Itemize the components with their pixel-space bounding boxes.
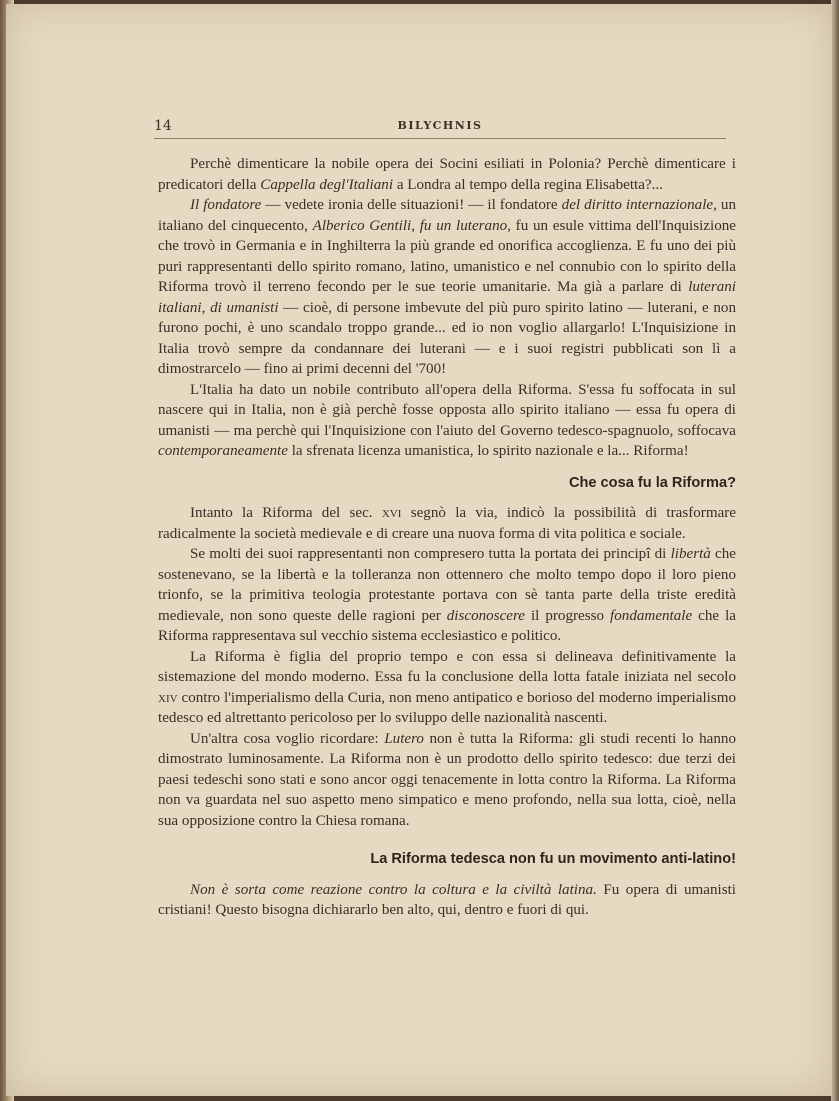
italic-run: Lutero — [384, 730, 424, 747]
section-heading-1: Che cosa fu la Riforma? — [568, 474, 736, 491]
text-run: non è tutta la Riforma: gli studi recenti lo hanno dimostrato luminosamente. La Riforma non è un prodotto dello spirito tedesco: due terzi dei paesi tedeschi sono stati e sono ancor oggi tenacemente in lotta contro la Riforma. La Riforma non va guardata nel suo aspetto meno simpatico e meno profondo, nella sua lotta, cioè, nella sua opposizione contro la Chiesa romana. — [158, 730, 737, 829]
text-run: — cioè, di persone imbevute del più puro spirito latino — luterani, e non furono pochi, è uno scandalo troppo grande... ed io non voglio allargarlo! L'Inquisizione in Italia trovò sempre da condannare dei luterani — e i suoi registri pubblicati son lì a dimostrarcelo — fino ai primi decenni del '700! — [158, 299, 736, 377]
text-run: Fu opera di umanisti cristiani! Questo bisogna dichiararlo ben alto, qui, dentro e fuori di qui. — [158, 881, 736, 918]
text-run: Se molti dei suoi rappresentanti non compresero tutta la portata dei principî di — [190, 546, 671, 562]
article-body — [158, 154, 736, 921]
page-number: 14 — [154, 118, 172, 134]
text-run: contro l'imperialismo della Curia, non meno antipatico e borioso del moderno imperialismo tedesco ed altrettanto pericoloso per lo sviluppo delle nazionalità nascenti. — [158, 689, 736, 726]
text-run: a Londra al tempo della regina Elisabetta?... — [393, 176, 663, 193]
paragraph-3 — [158, 380, 736, 462]
text-run: La Riforma è figlia del proprio tempo e con essa si delineava definitivamente la sistemazione del mondo moderno. Essa fu la conclusione della lotta fatale iniziata nel secolo — [158, 648, 736, 685]
text-run: Intanto la Riforma del sec. — [190, 505, 382, 521]
italic-run: Non è sorta come reazione contro la coltura e la civiltà latina. — [190, 881, 597, 898]
italic-run: disconoscere — [446, 607, 525, 624]
smallcaps-run: xvi — [381, 505, 402, 521]
text-run: Perchè dimenticare la nobile opera dei Socini esiliati in Polonia? Perchè dimenticare i predicatori della — [158, 156, 736, 193]
page-right-edge — [831, 0, 839, 1101]
paragraph-6 — [158, 647, 736, 729]
paragraph-8 — [158, 880, 736, 921]
text-run: che la Riforma rappresentava sul vecchio sistema ecclesiastico e politico. — [158, 607, 737, 644]
smallcaps-run: xiv — [158, 689, 178, 706]
text-run: la sfrenata licenza umanistica, lo spirito nazionale e la... Riforma! — [287, 443, 689, 459]
text-run: L'Italia ha dato un nobile contributo all'opera della Riforma. S'essa fu soffocata in sul nascere qui in Italia, non è già perchè fosse opposta allo spirito italiano — essa fu opera di umanisti — ma perchè qui l'Inquisizione con l'aiuto del Governo tedesco-spagnuolo, soffocava — [158, 381, 736, 439]
text-run: il progresso — [525, 607, 611, 624]
running-title: BILYCHNIS — [397, 119, 483, 132]
italic-run: fondamentale — [610, 607, 693, 624]
paragraph-1 — [158, 154, 736, 195]
text-run: fu un esule vittima dell'Inquisizione che trovò in Germania e in Inghilterra la più grande ed onorifica accoglienza. E fu uno dei più puri rappresentanti dello spirito romano, latino, umanistico e nel connubio con lo spirito della Riforma trovò il terreno fecondo per le sue teorie umanitarie. Ma già a parlare di — [158, 217, 736, 295]
paragraph-2 — [158, 195, 736, 380]
text-run: un italiano del cinquecento, — [158, 197, 736, 234]
paragraph-5 — [158, 544, 736, 647]
text-run: segnò la via, indicò la possibilità di trasformare radicalmente la società medievale e di creare una nuova forma di vita politica e sociale. — [158, 505, 736, 542]
italic-run: contemporaneamente — [158, 443, 288, 459]
text-run: che sostenevano, se la libertà e la tolleranza non ottennero che molto tempo dopo il loro pieno trionfo, se la primitiva teologia protestante portava con sè tanta parte della triste eredità medievale, non sono queste delle ragioni per — [158, 546, 736, 624]
italic-run: luterani italiani, di umanisti — [158, 279, 736, 316]
page-header — [154, 116, 726, 139]
section-heading-2: La Riforma tedesca non fu un movimento anti-latino! — [370, 851, 736, 867]
italic-run: libertà — [670, 546, 711, 562]
italic-run: Cappella degl'Italiani — [260, 176, 394, 193]
italic-run: Il fondatore — [190, 197, 262, 213]
italic-run: Alberico Gentili, fu un luterano, — [312, 217, 511, 234]
text-run: — vedete ironia delle situazioni! — il fondatore — [261, 197, 562, 213]
text-run: Un'altra cosa voglio ricordare: — [190, 730, 385, 747]
paragraph-4 — [158, 503, 736, 544]
paragraph-7 — [158, 729, 736, 832]
italic-run: del diritto internazionale, — [561, 197, 717, 213]
